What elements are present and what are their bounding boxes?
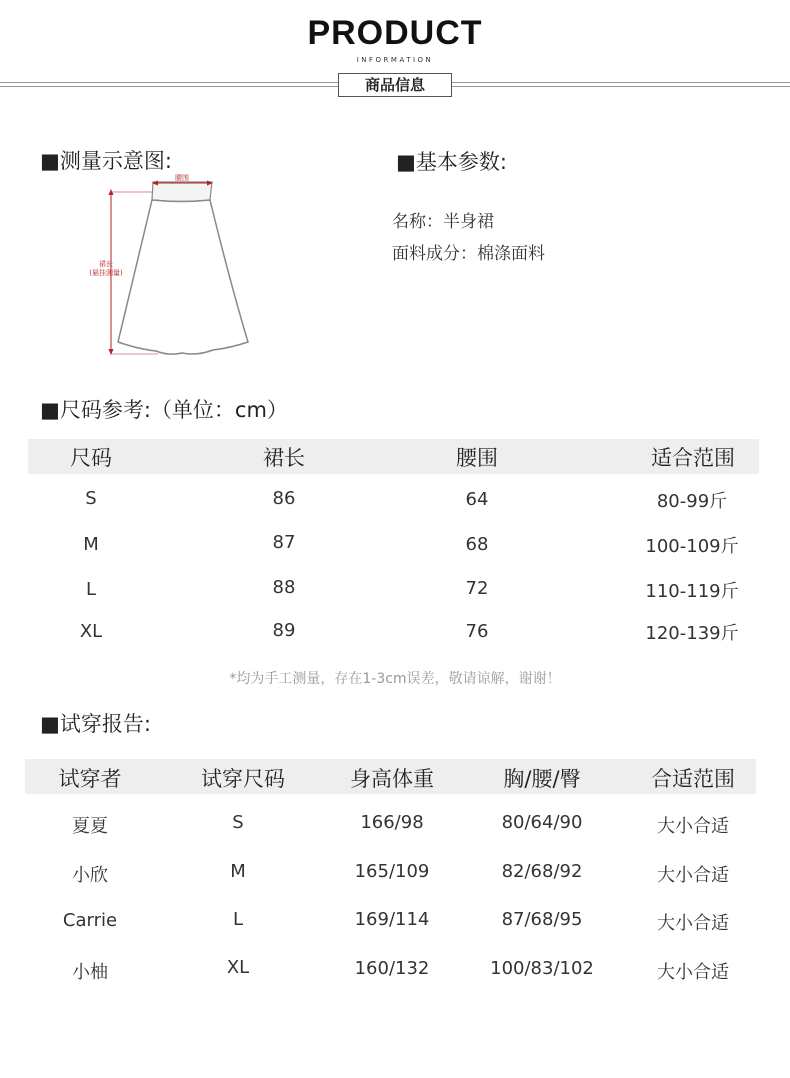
skirt-waistband <box>152 182 212 202</box>
basic-title: ■基本参数: <box>396 150 507 174</box>
header-divider-left <box>0 82 338 83</box>
length-label: 裙长 <box>99 260 113 268</box>
trial-cell: 小欣 <box>72 865 108 886</box>
trial-cell: L <box>232 909 244 930</box>
skirt-body <box>118 200 248 354</box>
size-cell: 89 <box>272 620 296 641</box>
size-header-waist: 腰围 <box>456 446 498 470</box>
trial-cell: S <box>232 812 244 833</box>
skirt-diagram <box>80 172 270 362</box>
product-fabric: 面料成分：棉涤面料 <box>392 244 545 264</box>
size-cell: L <box>85 579 97 600</box>
size-cell: 100-109斤 <box>645 536 739 557</box>
header-divider-right <box>452 82 790 83</box>
trial-cell: 夏夏 <box>72 816 108 837</box>
trial-cell: 大小合适 <box>657 865 729 886</box>
trial-title: ■试穿报告: <box>40 712 151 736</box>
page-title: PRODUCT <box>307 14 483 52</box>
trial-cell: 169/114 <box>354 909 430 930</box>
trial-cell: Carrie <box>62 910 118 931</box>
trial-cell: XL <box>226 957 250 978</box>
header-divider-left-2 <box>0 86 338 87</box>
trial-cell: 165/109 <box>354 861 430 882</box>
size-header-length: 裙长 <box>263 446 305 470</box>
size-cell: XL <box>79 621 103 642</box>
trial-cell: 87/68/95 <box>501 909 583 930</box>
measure-title: ■测量示意图: <box>40 149 172 173</box>
trial-cell: M <box>230 861 246 882</box>
trial-cell: 100/83/102 <box>490 958 594 979</box>
size-cell: 86 <box>272 488 296 509</box>
trial-cell: 小柚 <box>72 962 108 983</box>
size-cell: M <box>83 534 99 555</box>
product-name: 名称：半身裙 <box>392 212 494 232</box>
size-cell: 76 <box>465 621 489 642</box>
trial-cell: 大小合适 <box>657 816 729 837</box>
page-subtitle: INFORMATION <box>356 56 434 64</box>
size-cell: 80-99斤 <box>656 491 728 512</box>
trial-cell: 160/132 <box>354 958 430 979</box>
trial-header-tester: 试穿者 <box>58 767 122 791</box>
size-cell: 72 <box>465 578 489 599</box>
size-cell: 68 <box>465 534 489 555</box>
header-divider-right-2 <box>452 86 790 87</box>
trial-header-body: 身高体重 <box>350 767 434 791</box>
size-cell: 88 <box>272 577 296 598</box>
size-cell: 120-139斤 <box>645 623 739 644</box>
trial-cell: 82/68/92 <box>501 861 583 882</box>
size-title: ■尺码参考:（单位：cm） <box>40 398 288 422</box>
size-cell: S <box>85 488 97 509</box>
size-cell: 64 <box>465 489 489 510</box>
trial-cell: 大小合适 <box>657 962 729 983</box>
size-cell: 87 <box>272 532 296 553</box>
trial-cell: 166/98 <box>360 812 424 833</box>
trial-cell: 大小合适 <box>657 913 729 934</box>
trial-header-bwh: 胸/腰/臀 <box>503 767 581 791</box>
measurement-note: *均为手工测量，存在1-3cm误差，敬请谅解，谢谢！ <box>229 671 561 687</box>
waist-label: 腰围 <box>175 174 189 182</box>
size-header-size: 尺码 <box>70 446 112 470</box>
size-cell: 110-119斤 <box>645 581 739 602</box>
trial-header-size: 试穿尺码 <box>201 767 285 791</box>
trial-cell: 80/64/90 <box>501 812 583 833</box>
section-label-box: 商品信息 <box>338 73 452 97</box>
length-note: (悬挂测量) <box>89 269 123 277</box>
trial-header-fit: 合适范围 <box>651 767 735 791</box>
size-header-fit: 适合范围 <box>651 446 735 470</box>
